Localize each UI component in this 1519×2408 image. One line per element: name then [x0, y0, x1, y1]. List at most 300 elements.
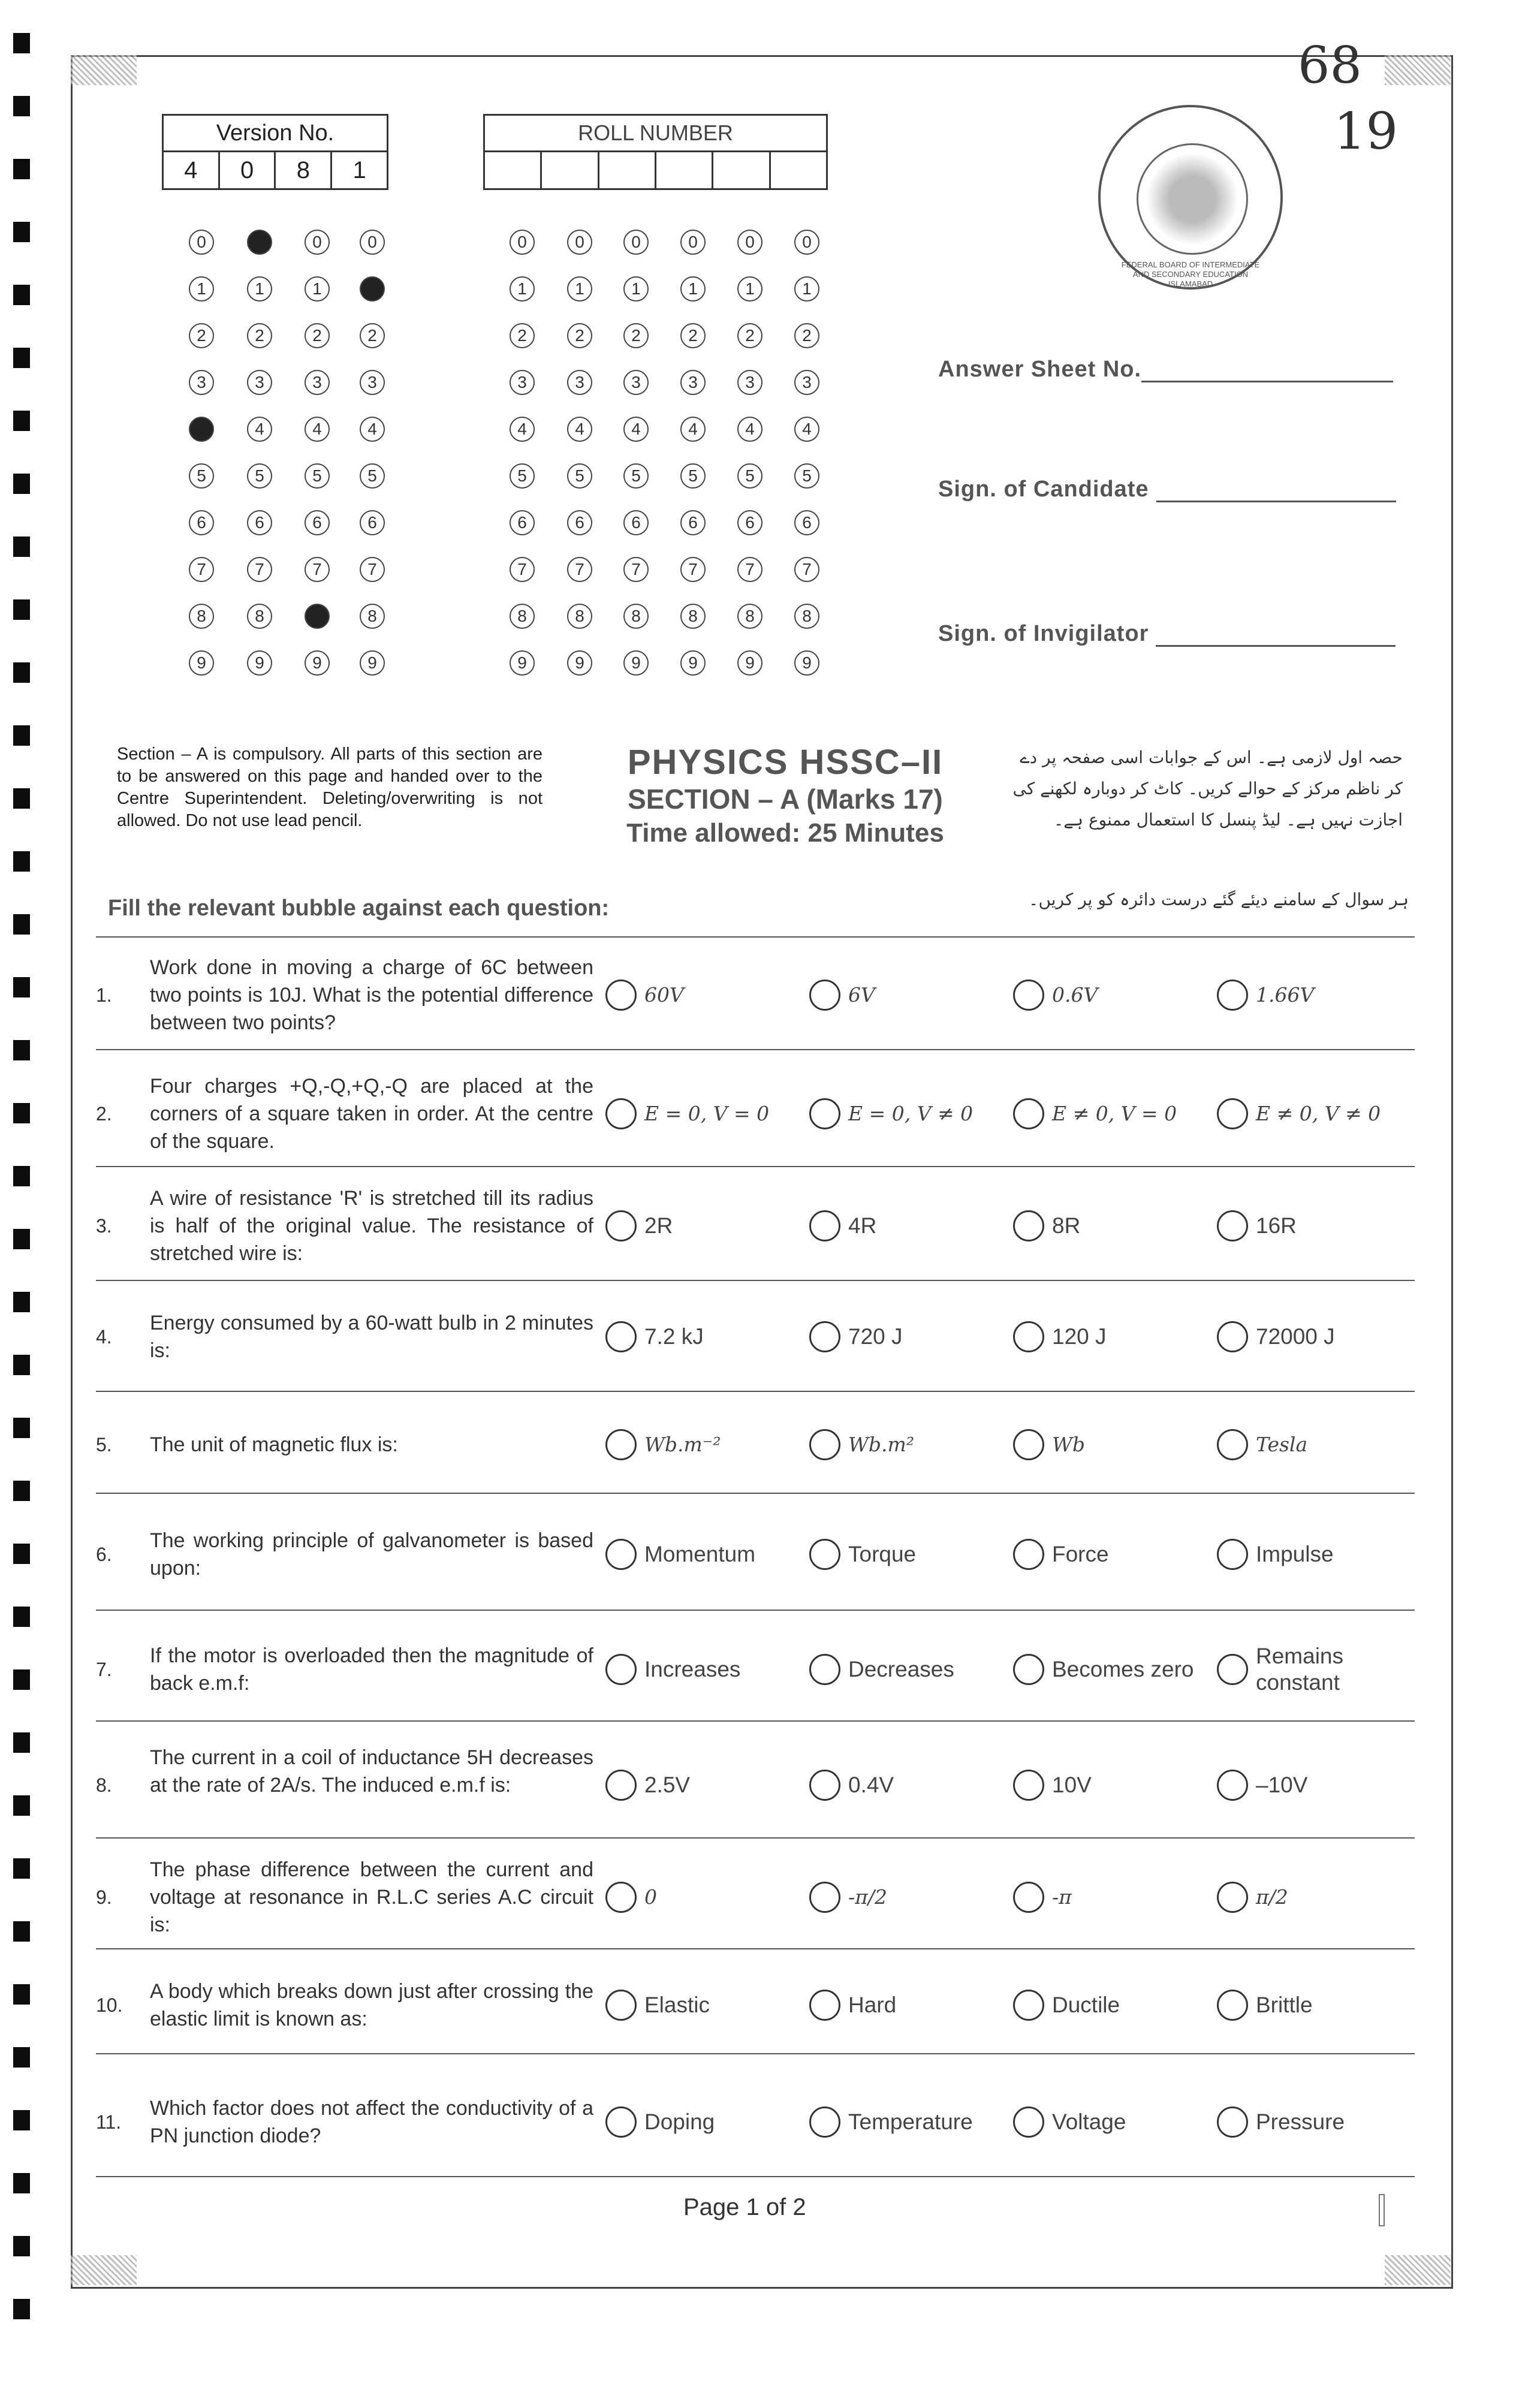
version-bubble[interactable]: 6	[189, 510, 214, 535]
option-label: 2.5V	[644, 1772, 691, 1797]
binding-mark	[13, 1732, 30, 1753]
roll-bubble[interactable]: 2	[794, 323, 819, 348]
option-bubble[interactable]	[605, 1429, 637, 1460]
option-label: Voltage	[1052, 2109, 1126, 2134]
option-bubble[interactable]	[809, 980, 840, 1011]
section-title: SECTION – A (Marks 17)	[628, 783, 943, 815]
binding-mark	[13, 33, 30, 53]
option-bubble[interactable]	[605, 980, 637, 1011]
version-bubble[interactable]: 1	[305, 276, 330, 302]
roll-bubble[interactable]: 2	[680, 323, 706, 348]
roll-bubble[interactable]: 7	[623, 557, 649, 582]
roll-bubble[interactable]: 4	[623, 417, 649, 442]
roll-bubble[interactable]: 5	[623, 463, 649, 489]
roll-bubble[interactable]: 2	[737, 323, 762, 348]
question-number: 7.	[96, 1659, 112, 1680]
option-bubble[interactable]	[605, 1210, 637, 1241]
roll-bubble[interactable]: 2	[623, 323, 649, 348]
question-text: Work done in moving a charge of 6C between two points is 10J. What is the potential difference between two points?	[150, 956, 593, 1034]
binding-mark	[13, 2299, 30, 2319]
binding-mark	[13, 2173, 30, 2193]
roll-bubble[interactable]: 4	[794, 417, 819, 442]
question-text: Energy consumed by a 60-watt bulb in 2 minutes is:	[150, 1312, 593, 1362]
question-number: 3.	[96, 1215, 112, 1237]
binding-mark	[13, 914, 30, 935]
roll-bubble[interactable]: 9	[623, 650, 649, 676]
option-label: Wb.m⁻²	[644, 1433, 721, 1456]
answer-sheet-input[interactable]	[1141, 381, 1393, 382]
question-divider	[96, 1720, 1415, 1722]
version-digit: 4	[163, 152, 219, 189]
roll-bubble[interactable]: 5	[737, 463, 762, 489]
version-bubble[interactable]: 1	[189, 276, 214, 302]
instructions-english: Section – A is compulsory. All parts of this section are to be answered on this page and handed over to the Centre Superintendent. Deleting/overwriting is not allowed. Do not use lead pencil.	[117, 745, 542, 830]
question-divider	[96, 1049, 1415, 1050]
option-label: 60V	[644, 983, 684, 1006]
binding-mark	[13, 1292, 30, 1312]
version-bubble[interactable]: 7	[360, 557, 385, 582]
option-bubble[interactable]	[1217, 2106, 1248, 2138]
version-bubble[interactable]: 2	[305, 323, 330, 348]
roll-bubble[interactable]: 7	[794, 557, 819, 582]
version-bubble[interactable]: 0	[247, 230, 272, 255]
version-bubble[interactable]: 4	[247, 417, 272, 442]
option-label: Doping	[644, 2109, 715, 2134]
option-label: 720 J	[848, 1324, 903, 1349]
binding-mark	[13, 662, 30, 683]
option-label: Wb	[1052, 1433, 1086, 1456]
question-number: 2.	[96, 1102, 112, 1125]
roll-bubble[interactable]: 0	[567, 230, 592, 255]
roll-bubble[interactable]: 8	[737, 604, 762, 629]
option-bubble[interactable]	[605, 1539, 637, 1570]
roll-bubble[interactable]: 1	[623, 276, 649, 302]
option-bubble[interactable]	[1217, 1210, 1248, 1241]
option-label: 0.4V	[848, 1772, 894, 1797]
option-bubble[interactable]	[1217, 1539, 1248, 1570]
roll-bubble[interactable]: 8	[794, 604, 819, 629]
version-bubble[interactable]: 1	[360, 276, 385, 302]
option-bubble[interactable]	[605, 2106, 637, 2138]
option-bubble[interactable]	[1013, 1990, 1044, 2021]
invigilator-sign-field	[938, 621, 1396, 647]
option-label: Brittle	[1256, 1993, 1313, 2017]
candidate-sign-label: Sign. of Candidate	[938, 477, 1149, 502]
version-bubble[interactable]: 0	[360, 230, 385, 255]
question-divider	[96, 2176, 1415, 2177]
option-label: Pressure	[1256, 2109, 1345, 2134]
version-bubble[interactable]: 6	[360, 510, 385, 535]
question-divider	[96, 1280, 1415, 1281]
option-bubble[interactable]	[809, 1539, 840, 1570]
roll-cell[interactable]	[770, 152, 827, 189]
binding-mark	[13, 1355, 30, 1375]
binding-mark	[13, 411, 30, 431]
corner-decoration	[1385, 55, 1451, 85]
page-number: Page 1 of 2	[683, 2194, 806, 2220]
roll-bubble[interactable]: 6	[794, 510, 819, 535]
version-bubble[interactable]: 4	[189, 417, 214, 442]
binding-mark	[13, 96, 30, 116]
page-tick	[1379, 2194, 1385, 2226]
option-bubble[interactable]	[809, 2106, 840, 2138]
roll-bubble[interactable]: 7	[680, 557, 706, 582]
version-bubble[interactable]: 7	[305, 557, 330, 582]
roll-bubble[interactable]: 4	[680, 417, 706, 442]
option-bubble[interactable]	[1217, 1990, 1248, 2021]
binding-mark	[13, 2047, 30, 2068]
binding-mark	[13, 222, 30, 242]
option-label: Decreases	[848, 1657, 954, 1681]
option-bubble[interactable]	[1217, 1654, 1248, 1685]
question-number: 1.	[96, 984, 112, 1006]
version-bubble[interactable]: 0	[189, 230, 214, 255]
option-bubble[interactable]	[605, 1770, 637, 1801]
question-divider	[96, 1948, 1415, 1949]
version-bubble[interactable]: 3	[305, 370, 330, 395]
roll-bubble[interactable]: 2	[510, 323, 535, 348]
version-bubble[interactable]: 6	[247, 510, 272, 535]
candidate-sign-field	[938, 477, 1396, 502]
option-bubble[interactable]	[605, 1882, 637, 1913]
version-bubble[interactable]: 7	[247, 557, 272, 582]
invigilator-sign-label: Sign. of Invigilator	[938, 621, 1149, 646]
version-bubble[interactable]: 9	[305, 650, 330, 676]
question-divider	[96, 1837, 1415, 1839]
binding-mark	[13, 1921, 30, 1942]
question-text: If the motor is overloaded then the magnitude of back e.m.f:	[150, 1644, 593, 1695]
option-bubble[interactable]	[1013, 1539, 1044, 1570]
roll-bubble[interactable]: 9	[680, 650, 706, 676]
binding-mark	[13, 977, 30, 997]
option-bubble[interactable]	[1013, 1098, 1044, 1129]
option-label: –10V	[1256, 1772, 1308, 1797]
binding-mark	[13, 1858, 30, 1879]
roll-bubble[interactable]: 9	[567, 650, 592, 676]
invigilator-sign-input[interactable]	[1156, 645, 1396, 647]
option-bubble[interactable]	[1013, 1654, 1044, 1685]
binding-mark	[13, 1418, 30, 1438]
time-allowed: Time allowed: 25 Minutes	[626, 818, 944, 848]
option-label: E = 0, V ≠ 0	[848, 1101, 974, 1125]
roll-bubble[interactable]: 4	[737, 417, 762, 442]
option-label: π/2	[1256, 1885, 1288, 1909]
option-label: 7.2 kJ	[644, 1324, 704, 1349]
option-bubble[interactable]	[1217, 980, 1248, 1011]
version-bubble[interactable]: 3	[247, 370, 272, 395]
roll-cell[interactable]	[484, 152, 541, 189]
binding-mark	[13, 851, 30, 872]
version-digit: 0	[219, 152, 275, 189]
binding-mark	[13, 1795, 30, 1816]
option-bubble[interactable]	[1217, 1321, 1248, 1352]
option-label: 0	[644, 1885, 657, 1909]
version-bubble[interactable]: 7	[189, 557, 214, 582]
version-bubble[interactable]: 8	[305, 604, 330, 629]
option-label: Increases	[644, 1657, 741, 1681]
question-text: A wire of resistance 'R' is stretched till its radius is half of the original value. The resistance of stretched wire is:	[150, 1187, 593, 1265]
roll-bubble[interactable]: 6	[567, 510, 592, 535]
roll-label: ROLL NUMBER	[484, 115, 827, 152]
roll-bubble[interactable]: 1	[567, 276, 592, 302]
roll-bubble[interactable]: 3	[737, 370, 762, 395]
option-label: 2R	[644, 1213, 673, 1238]
binding-mark	[13, 348, 30, 368]
roll-bubble[interactable]: 7	[567, 557, 592, 582]
version-table	[162, 114, 388, 190]
roll-bubble[interactable]: 5	[680, 463, 706, 489]
binding-mark	[13, 2110, 30, 2130]
option-bubble[interactable]	[1217, 1429, 1248, 1460]
roll-cell[interactable]	[655, 152, 712, 189]
version-bubble[interactable]: 2	[360, 323, 385, 348]
option-label: Force	[1052, 1541, 1109, 1566]
question-divider	[96, 1610, 1415, 1611]
version-bubble[interactable]: 9	[189, 650, 214, 676]
binding-mark	[13, 1166, 30, 1186]
option-bubble[interactable]	[1013, 1770, 1044, 1801]
roll-bubble[interactable]: 7	[737, 557, 762, 582]
version-bubble[interactable]: 8	[247, 604, 272, 629]
question-divider	[96, 1391, 1415, 1392]
roll-cell[interactable]	[598, 152, 655, 189]
binding-mark	[13, 474, 30, 494]
option-bubble[interactable]	[605, 1654, 637, 1685]
binding-mark	[13, 1229, 30, 1249]
roll-bubble[interactable]: 0	[737, 230, 762, 255]
version-bubble[interactable]: 9	[360, 650, 385, 676]
binding-mark	[13, 537, 30, 557]
roll-bubble[interactable]: 5	[567, 463, 592, 489]
question-number: 11.	[96, 2111, 122, 2133]
binding-mark	[13, 159, 30, 179]
version-bubble[interactable]: 0	[305, 230, 330, 255]
question-number: 6.	[96, 1543, 112, 1565]
roll-bubble[interactable]: 9	[510, 650, 535, 676]
roll-bubble[interactable]: 3	[680, 370, 706, 395]
option-label: Hard	[848, 1993, 897, 2017]
roll-bubble[interactable]: 3	[510, 370, 535, 395]
binding-mark	[13, 1040, 30, 1060]
roll-bubble[interactable]: 1	[737, 276, 762, 302]
roll-bubble[interactable]: 3	[623, 370, 649, 395]
roll-bubble[interactable]: 6	[623, 510, 649, 535]
binding-mark	[13, 788, 30, 809]
question-number: 4.	[96, 1326, 112, 1348]
roll-number-table	[483, 114, 828, 190]
option-label: 72000 J	[1256, 1324, 1335, 1349]
option-bubble[interactable]	[809, 1654, 840, 1685]
corner-decoration	[1385, 2255, 1451, 2285]
binding-mark	[13, 1544, 30, 1564]
version-bubble[interactable]: 5	[189, 463, 214, 489]
option-bubble[interactable]	[1217, 1770, 1248, 1801]
binding-mark	[13, 1669, 30, 1690]
page-frame	[71, 55, 1453, 2289]
corner-decoration	[71, 2255, 137, 2285]
option-bubble[interactable]	[605, 1990, 637, 2021]
version-bubble[interactable]: 3	[189, 370, 214, 395]
option-label: Momentum	[644, 1541, 756, 1566]
option-bubble[interactable]	[1013, 2106, 1044, 2138]
version-label: Version No.	[163, 115, 388, 152]
version-bubble[interactable]: 5	[305, 463, 330, 489]
binding-mark	[13, 285, 30, 305]
roll-bubble[interactable]: 4	[510, 417, 535, 442]
binding-mark	[13, 1103, 30, 1123]
roll-bubble[interactable]: 8	[623, 604, 649, 629]
version-bubble[interactable]: 8	[189, 604, 214, 629]
option-bubble[interactable]	[1013, 1429, 1044, 1460]
question-divider	[96, 2053, 1415, 2054]
option-label: 6V	[848, 983, 875, 1006]
question-divider	[96, 1166, 1415, 1167]
option-bubble[interactable]	[605, 1321, 637, 1352]
option-label: Becomes zero	[1052, 1657, 1194, 1681]
question-text: The current in a coil of inductance 5H decreases at the rate of 2A/s. The induced e.m.f is:	[150, 1746, 593, 1797]
roll-bubble[interactable]: 5	[510, 463, 535, 489]
option-bubble[interactable]	[1217, 1882, 1248, 1913]
roll-bubble[interactable]: 9	[737, 650, 762, 676]
roll-bubble[interactable]: 0	[623, 230, 649, 255]
option-label: Temperature	[848, 2109, 973, 2134]
version-bubble[interactable]: 1	[247, 276, 272, 302]
question-text: The phase difference between the current and voltage at resonance in R.L.C series A.C circuit is:	[150, 1858, 593, 1936]
question-text: A body which breaks down just after crossing the elastic limit is known as:	[150, 1980, 593, 2030]
binding-mark	[13, 1607, 30, 1627]
board-emblem	[1098, 105, 1283, 290]
binding-mark	[13, 599, 30, 620]
roll-bubble[interactable]: 3	[567, 370, 592, 395]
handwritten-mark: 19	[1334, 102, 1398, 161]
option-bubble[interactable]	[1013, 980, 1044, 1011]
fill-instruction: Fill the relevant bubble against each question:	[108, 896, 610, 921]
roll-bubble[interactable]: 6	[510, 510, 535, 535]
candidate-sign-input[interactable]	[1156, 501, 1396, 502]
roll-bubble[interactable]: 2	[567, 323, 592, 348]
version-bubble[interactable]: 2	[189, 323, 214, 348]
binding-mark	[13, 725, 30, 746]
option-label: -π/2	[848, 1885, 887, 1909]
roll-cell[interactable]	[713, 152, 770, 189]
version-bubble[interactable]: 5	[360, 463, 385, 489]
option-label: E ≠ 0, V ≠ 0	[1256, 1101, 1381, 1125]
option-bubble[interactable]	[1217, 1098, 1248, 1129]
question-divider	[96, 936, 1415, 938]
option-bubble[interactable]	[809, 1990, 840, 2021]
handwritten-number: 68	[1298, 36, 1362, 95]
answer-sheet-label: Answer Sheet No.	[938, 357, 1142, 382]
roll-bubble[interactable]: 6	[737, 510, 762, 535]
option-label: E ≠ 0, V = 0	[1052, 1101, 1177, 1125]
option-label: 4R	[848, 1213, 877, 1238]
roll-bubble[interactable]: 5	[794, 463, 819, 489]
answer-sheet-field	[938, 357, 1393, 382]
question-divider	[96, 1493, 1415, 1494]
option-label: 16R	[1256, 1213, 1297, 1238]
question-text: Which factor does not affect the conductivity of a PN junction diode?	[150, 2097, 593, 2147]
binding-mark	[13, 2236, 30, 2256]
option-bubble[interactable]	[809, 1098, 840, 1129]
roll-bubble[interactable]: 4	[567, 417, 592, 442]
roll-bubble[interactable]: 8	[510, 604, 535, 629]
version-bubble[interactable]: 3	[360, 370, 385, 395]
question-number: 5.	[96, 1434, 112, 1455]
option-label: E = 0, V = 0	[644, 1101, 770, 1125]
option-label: 8R	[1052, 1213, 1081, 1238]
roll-bubble[interactable]: 9	[794, 650, 819, 676]
roll-bubble[interactable]: 8	[567, 604, 592, 629]
version-digit: 8	[275, 152, 331, 189]
roll-bubble[interactable]: 3	[794, 370, 819, 395]
question-text: The working principle of galvanometer is based upon:	[150, 1529, 593, 1580]
emblem-text: FEDERAL BOARD OF INTERMEDIATE AND SECONDARY EDUCATION ISLAMABAD	[1121, 260, 1260, 288]
option-bubble[interactable]	[809, 1321, 840, 1352]
version-digit: 1	[331, 152, 388, 189]
question-text: Four charges +Q,-Q,+Q,-Q are placed at the corners of a square taken in order. At the centre of the square.	[150, 1074, 593, 1153]
option-label: Impulse	[1256, 1541, 1334, 1566]
question-number: 10.	[96, 1994, 123, 2016]
binding-mark	[13, 1481, 30, 1501]
roll-bubble[interactable]: 0	[794, 230, 819, 255]
roll-bubble[interactable]: 0	[680, 230, 706, 255]
roll-bubble[interactable]: 1	[680, 276, 706, 302]
option-label: 0.6V	[1052, 983, 1098, 1006]
corner-decoration	[71, 55, 137, 85]
version-bubble[interactable]: 2	[247, 323, 272, 348]
question-text: The unit of magnetic flux is:	[150, 1433, 398, 1456]
version-bubble[interactable]: 4	[360, 417, 385, 442]
option-label: Ductile	[1052, 1993, 1120, 2017]
option-bubble[interactable]	[605, 1098, 637, 1129]
option-label: -π	[1052, 1885, 1072, 1909]
option-bubble[interactable]	[1013, 1882, 1044, 1913]
binding-mark	[13, 1984, 30, 2005]
roll-bubble[interactable]: 1	[510, 276, 535, 302]
option-bubble[interactable]	[809, 1429, 840, 1460]
version-bubble[interactable]: 9	[247, 650, 272, 676]
option-label: Torque	[848, 1541, 917, 1566]
option-label: Remains constant	[1256, 1644, 1343, 1695]
option-label: 10V	[1052, 1772, 1092, 1797]
roll-cell[interactable]	[541, 152, 598, 189]
option-label: Wb.m²	[848, 1433, 915, 1456]
roll-bubble[interactable]: 0	[510, 230, 535, 255]
roll-bubble[interactable]: 6	[680, 510, 706, 535]
option-bubble[interactable]	[1013, 1210, 1044, 1241]
option-bubble[interactable]	[809, 1882, 840, 1913]
question-number: 9.	[96, 1886, 112, 1908]
option-bubble[interactable]	[1013, 1321, 1044, 1352]
fill-instruction-urdu: ہر سوال کے سامنے دیئے گئے درست دائرہ کو پر کریں۔	[1029, 890, 1409, 909]
option-bubble[interactable]	[809, 1210, 840, 1241]
roll-bubble[interactable]: 1	[794, 276, 819, 302]
option-bubble[interactable]	[809, 1770, 840, 1801]
roll-bubble[interactable]: 8	[680, 604, 706, 629]
version-bubble[interactable]: 6	[305, 510, 330, 535]
instructions-urdu: حصہ اول لازمی ہے۔ اس کے جوابات اسی صفحہ پر دے کر ناظم مرکز کے حوالے کریں۔ کاٹ کر دوبارہ لکھنے کی اجازت نہیں ہے۔ لیڈ پنسل کا استعمال ممنوع ہے۔	[1012, 748, 1403, 830]
roll-bubble[interactable]: 7	[510, 557, 535, 582]
version-bubble[interactable]: 8	[360, 604, 385, 629]
option-label: Elastic	[644, 1993, 710, 2017]
version-bubble[interactable]: 5	[247, 463, 272, 489]
option-label: 120 J	[1052, 1324, 1107, 1349]
subject-title: PHYSICS HSSC–II	[627, 743, 944, 782]
emblem-seal-icon	[1137, 143, 1248, 255]
version-bubble[interactable]: 4	[305, 417, 330, 442]
option-label: Tesla	[1256, 1433, 1308, 1456]
question-number: 8.	[96, 1774, 112, 1796]
